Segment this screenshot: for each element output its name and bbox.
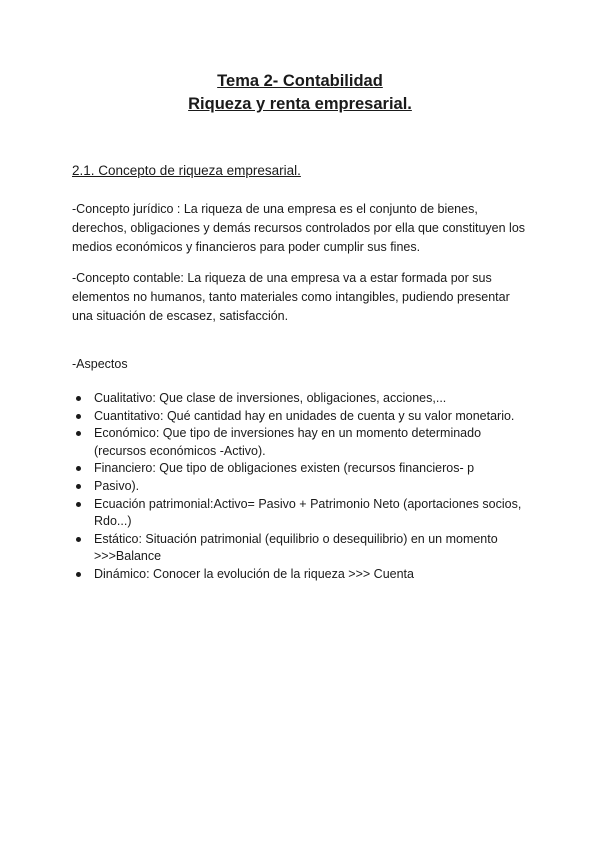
aspects-label: -Aspectos bbox=[72, 357, 128, 371]
bullet-icon bbox=[76, 502, 81, 507]
list-item: Económico: Que tipo de inversiones hay en un momento determinado (recursos económicos -Activo). bbox=[72, 425, 532, 460]
bullet-icon bbox=[76, 537, 81, 542]
paragraph-legal-concept: -Concepto jurídico : La riqueza de una empresa es el conjunto de bienes, derechos, obligaciones y demás recursos controlados por ella que constituyen los medios económicos y financieros para poder cumplir sus fines. bbox=[72, 202, 526, 254]
bullet-icon bbox=[76, 414, 81, 419]
list-item: Cuantitativo: Qué cantidad hay en unidades de cuenta y su valor monetario. bbox=[72, 408, 532, 426]
bullet-icon bbox=[76, 466, 81, 471]
section-heading: 2.1. Concepto de riqueza empresarial. bbox=[72, 163, 301, 178]
list-item: Cualitativo: Que clase de inversiones, obligaciones, acciones,... bbox=[72, 390, 532, 408]
bullet-icon bbox=[76, 396, 81, 401]
list-item: Pasivo). bbox=[72, 478, 532, 496]
list-item: Dinámico: Conocer la evolución de la riqueza >>> Cuenta bbox=[72, 566, 532, 584]
bullet-icon bbox=[76, 431, 81, 436]
bullet-icon bbox=[76, 572, 81, 577]
bullet-icon bbox=[76, 484, 81, 489]
aspects-list bbox=[72, 390, 532, 584]
list-item: Ecuación patrimonial:Activo= Pasivo + Patrimonio Neto (aportaciones socios, Rdo...) bbox=[72, 496, 532, 531]
list-item: Estático: Situación patrimonial (equilibrio o desequilibrio) en un momento >>>Balance bbox=[72, 531, 532, 566]
document-subtitle: Riqueza y renta empresarial. bbox=[188, 95, 412, 113]
document-title: Tema 2- Contabilidad bbox=[217, 72, 383, 90]
list-item: Financiero: Que tipo de obligaciones existen (recursos financieros- p bbox=[72, 460, 532, 478]
paragraph-accounting-concept: -Concepto contable: La riqueza de una empresa va a estar formada por sus elementos no humanos, tanto materiales como intangibles, pudiendo presentar una situación de escasez, satisfacción. bbox=[72, 271, 510, 323]
